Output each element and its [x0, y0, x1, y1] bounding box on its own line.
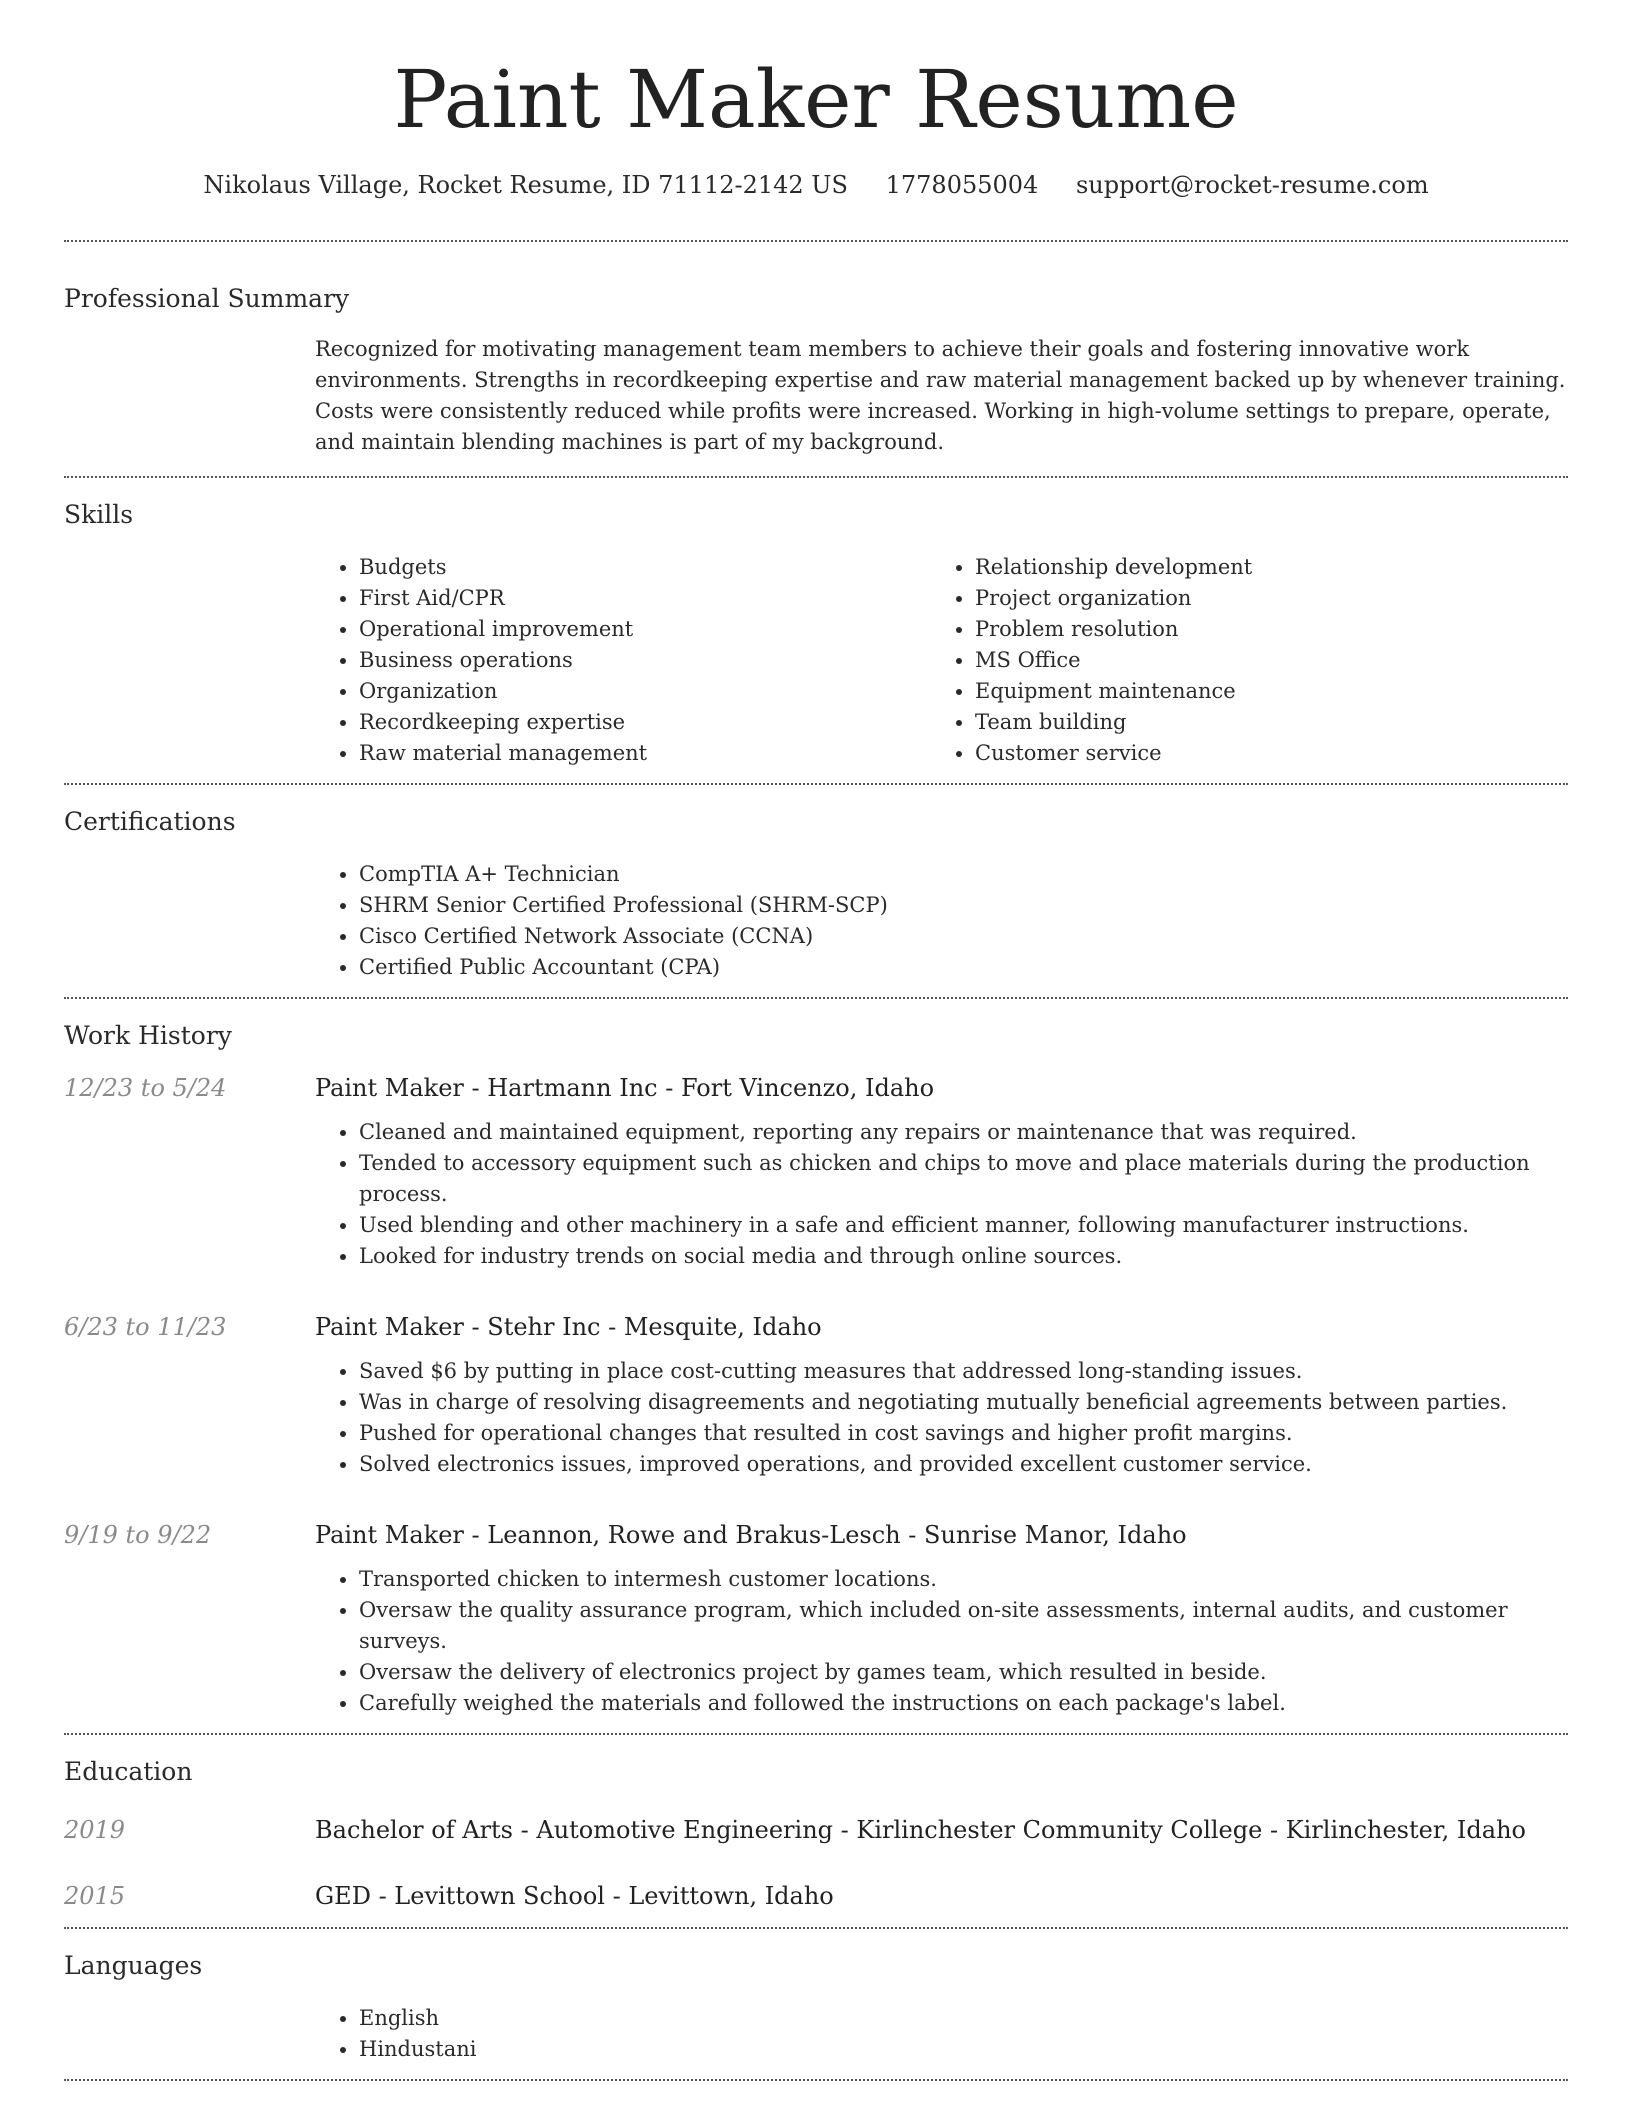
job-entry — [64, 1310, 1568, 1344]
skills-list-left — [315, 552, 931, 769]
section-heading: Skills — [64, 500, 134, 529]
list-item: • Looked for industry trends on social media and through online sources. — [359, 1241, 1568, 1272]
list-item: • Operational improvement — [359, 614, 931, 645]
skills-list-right — [931, 552, 1547, 769]
certifications-list — [315, 859, 1568, 983]
section-certifications — [64, 785, 1568, 997]
languages-list-wrap — [315, 2003, 1568, 2065]
list-item: • Problem resolution — [975, 614, 1547, 645]
section-heading: Education — [64, 1757, 193, 1786]
job-title: Paint Maker - Hartmann Inc - Fort Vincenzo, Idaho — [315, 1074, 935, 1102]
job-date: 6/23 to 11/23 — [64, 1313, 227, 1341]
list-item: • Raw material management — [359, 738, 931, 769]
list-item: • Cleaned and maintained equipment, reporting any repairs or maintenance that was required. — [359, 1117, 1568, 1148]
list-item: • Saved $6 by putting in place cost-cutting measures that addressed long-standing issues. — [359, 1356, 1568, 1387]
section-work-history — [64, 999, 1568, 1733]
list-item: • Used blending and other machinery in a safe and efficient manner, following manufacturer instructions. — [359, 1210, 1568, 1241]
list-item: • Organization — [359, 676, 931, 707]
certifications-list-wrap — [315, 859, 1568, 983]
job-bullets — [315, 1117, 1568, 1272]
list-item: • Equipment maintenance — [975, 676, 1547, 707]
list-item: • Project organization — [975, 583, 1547, 614]
job-date: 9/19 to 9/22 — [64, 1521, 212, 1549]
section-summary — [64, 242, 1568, 476]
section-languages — [64, 1929, 1568, 2079]
job-date: 12/23 to 5/24 — [64, 1074, 227, 1102]
job-bullet-list — [315, 1356, 1568, 1480]
list-item: • Team building — [975, 707, 1547, 738]
list-item: • Cisco Certified Network Associate (CCNA) — [359, 921, 1568, 952]
list-item: • Carefully weighed the materials and followed the instructions on each package's label. — [359, 1688, 1568, 1719]
page-title: Paint Maker Resume — [393, 53, 1239, 146]
list-item: • Budgets — [359, 552, 931, 583]
languages-list — [315, 2003, 1568, 2065]
job-entry — [64, 1518, 1568, 1552]
list-item: • Transported chicken to intermesh customer locations. — [359, 1564, 1568, 1595]
list-item: • Hindustani — [359, 2034, 1568, 2065]
divider — [64, 2079, 1568, 2081]
list-item: • Customer service — [975, 738, 1547, 769]
list-item: • Pushed for operational changes that resulted in cost savings and higher profit margins. — [359, 1418, 1568, 1449]
contact-phone: 1778055004 — [885, 171, 1039, 199]
summary-text: Recognized for motivating management team members to achieve their goals and fostering innovative work environments. Strengths in recordkeeping expertise and raw material management backed up by whenever training. Costs were consistently reduced while profits were increased. Working in high-volume settings to prepare, operate, and maintain blending machines is part of my background. — [315, 337, 1566, 454]
education-entry — [64, 1879, 1568, 1913]
section-education — [64, 1735, 1568, 1927]
education-title: Bachelor of Arts - Automotive Engineering - Kirlinchester Community College - Kirlinchester, Idaho — [315, 1816, 1526, 1844]
list-item: • MS Office — [975, 645, 1547, 676]
list-item: • Was in charge of resolving disagreements and negotiating mutually beneficial agreements between parties. — [359, 1387, 1568, 1418]
list-item: • Recordkeeping expertise — [359, 707, 931, 738]
job-title: Paint Maker - Leannon, Rowe and Brakus-Lesch - Sunrise Manor, Idaho — [315, 1521, 1187, 1549]
list-item: • First Aid/CPR — [359, 583, 931, 614]
list-item: • English — [359, 2003, 1568, 2034]
list-item: • CompTIA A+ Technician — [359, 859, 1568, 890]
education-entry — [64, 1813, 1568, 1847]
job-bullets — [315, 1356, 1568, 1480]
skills-grid — [315, 552, 1568, 769]
education-title: GED - Levittown School - Levittown, Idaho — [315, 1882, 834, 1910]
list-item: • Tended to accessory equipment such as chicken and chips to move and place materials during the production process. — [359, 1148, 1568, 1210]
education-date: 2019 — [64, 1816, 126, 1844]
section-heading: Certifications — [64, 807, 236, 836]
resume-page — [64, 0, 1568, 2081]
section-heading: Professional Summary — [64, 284, 350, 313]
job-bullet-list — [315, 1117, 1568, 1272]
list-item: • Oversaw the delivery of electronics project by games team, which resulted in beside. — [359, 1657, 1568, 1688]
contact-address: Nikolaus Village, Rocket Resume, ID 71112-2142 US — [203, 171, 848, 199]
contact-line — [64, 168, 1568, 202]
list-item: • SHRM Senior Certified Professional (SHRM-SCP) — [359, 890, 1568, 921]
job-bullets — [315, 1564, 1568, 1719]
job-entry — [64, 1071, 1568, 1105]
list-item: • Solved electronics issues, improved operations, and provided excellent customer service. — [359, 1449, 1568, 1480]
list-item: • Certified Public Accountant (CPA) — [359, 952, 1568, 983]
list-item: • Business operations — [359, 645, 931, 676]
contact-email: support@rocket-resume.com — [1075, 171, 1429, 199]
section-skills — [64, 478, 1568, 783]
list-item: • Oversaw the quality assurance program, which included on-site assessments, internal audits, and customer surveys. — [359, 1595, 1568, 1657]
job-title: Paint Maker - Stehr Inc - Mesquite, Idaho — [315, 1313, 822, 1341]
section-heading: Languages — [64, 1951, 203, 1980]
job-bullet-list — [315, 1564, 1568, 1719]
section-heading: Work History — [64, 1021, 232, 1050]
education-date: 2015 — [64, 1882, 126, 1910]
list-item: • Relationship development — [975, 552, 1547, 583]
